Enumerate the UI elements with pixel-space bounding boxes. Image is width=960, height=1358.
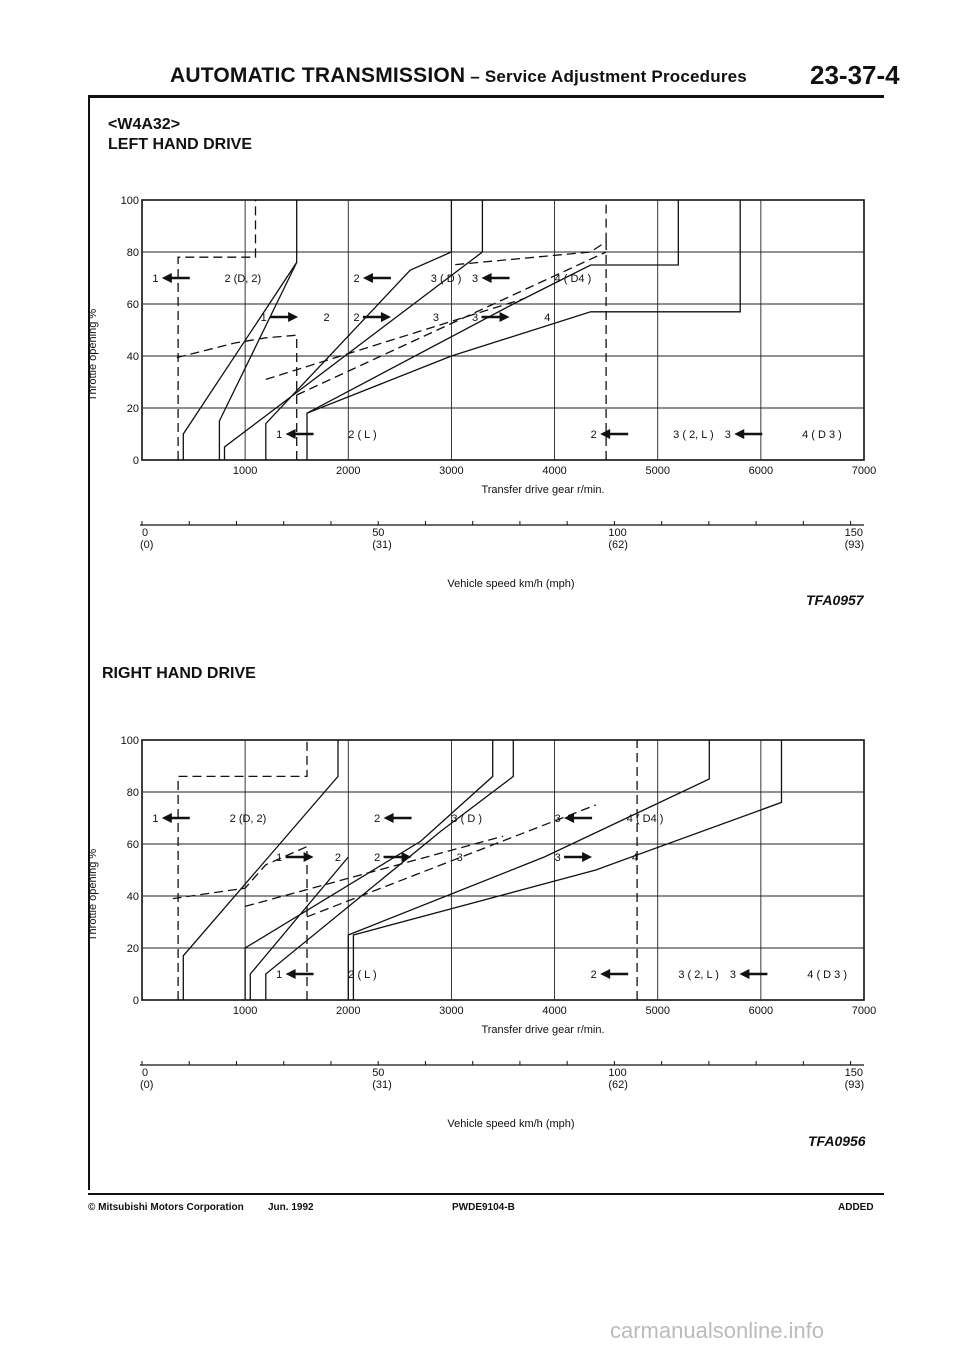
arrow-right-icon (500, 312, 510, 322)
x-tick-label: 3000 (439, 1005, 464, 1017)
shift-label: 1 (152, 813, 159, 825)
shift-label: 2 ( L ) (348, 969, 377, 981)
speed-tick-kmh: 50 (372, 527, 385, 539)
header-title-sub: Service Adjustment Procedures (484, 67, 747, 86)
y-tick-label: 60 (126, 299, 139, 311)
shift-label: 3 ( 2, L ) (673, 429, 714, 441)
x-axis-label: Transfer drive gear r/min. (481, 484, 605, 496)
speed-tick-mph: (93) (844, 1079, 865, 1091)
speed-tick-mph: (93) (844, 539, 865, 551)
speed-axis-label: Vehicle speed km/h (mph) (447, 578, 575, 590)
shift-label: 3 (554, 813, 561, 825)
shift-label: 4 (631, 852, 639, 864)
shift-label: 4 ( D 3 ) (807, 969, 848, 981)
shift-line (183, 200, 296, 460)
shift-label: 3 ( D ) (451, 813, 482, 825)
speed-tick-mph: (31) (372, 1079, 392, 1091)
arrow-right-icon (582, 852, 592, 862)
x-tick-label: 1000 (232, 465, 258, 477)
footer-rule (88, 1193, 884, 1195)
x-tick-label: 2000 (336, 465, 361, 477)
speed-tick-kmh: 150 (844, 527, 863, 539)
shift-line (307, 200, 678, 413)
y-tick-label: 100 (120, 195, 139, 207)
arrow-right-icon (304, 852, 314, 862)
shift-label: 2 (353, 273, 360, 285)
shift-label: 2 (D, 2) (224, 273, 262, 285)
arrow-left-icon (564, 813, 574, 823)
shift-label: 1 (276, 852, 283, 864)
y-axis-label: Throttle opening % (87, 308, 99, 402)
shift-label: 4 (544, 312, 551, 324)
shift-line (266, 740, 514, 1000)
shift-label: 2 (353, 312, 360, 324)
shift-line (178, 740, 307, 1000)
speed-tick-kmh: 150 (844, 1067, 863, 1079)
shift-label: 2 (374, 852, 381, 864)
shift-label: 1 (152, 273, 159, 285)
arrow-right-icon (402, 852, 412, 862)
shift-label: 3 (432, 312, 439, 324)
y-tick-label: 40 (126, 891, 139, 903)
speed-tick-kmh: 0 (142, 1067, 149, 1079)
speed-tick-mph: (62) (608, 1079, 628, 1091)
arrow-left-icon (286, 969, 296, 979)
header-rule (88, 95, 884, 98)
arrow-left-icon (600, 429, 610, 439)
shift-label: 2 ( L ) (348, 429, 377, 441)
x-tick-label: 6000 (748, 1005, 774, 1017)
chart-right-hand-drive (0, 720, 960, 1160)
shift-line (353, 740, 781, 1000)
shift-label: 3 (472, 312, 479, 324)
shift-label: 1 (276, 969, 283, 981)
speed-tick-mph: (62) (608, 539, 628, 551)
chart-1-figure-code: TFA0957 (806, 592, 864, 608)
shift-label: 2 (D, 2) (229, 813, 267, 825)
shift-line (250, 857, 348, 1000)
shift-label: 3 (554, 852, 561, 864)
chart-2-figure-code: TFA0956 (808, 1133, 866, 1149)
shift-line (173, 335, 297, 460)
header-title-separator: – (465, 67, 485, 86)
shift-label: 4 ( D4 ) (554, 273, 592, 285)
speed-tick-mph: (0) (140, 1079, 154, 1091)
shift-line (307, 200, 740, 460)
y-tick-label: 100 (120, 735, 139, 747)
y-tick-label: 20 (126, 943, 139, 955)
x-axis-label: Transfer drive gear r/min. (481, 1024, 605, 1036)
shift-line (266, 200, 452, 460)
chart-left-hand-drive (0, 180, 960, 620)
x-tick-label: 5000 (645, 1005, 670, 1017)
y-tick-label: 0 (132, 455, 139, 467)
shift-label: 3 ( 2, L ) (678, 969, 719, 981)
model-code: <W4A32> (108, 116, 181, 133)
plot-frame (142, 740, 864, 1000)
arrow-left-icon (363, 273, 373, 283)
arrow-left-icon (734, 429, 744, 439)
y-axis-label: Throttle opening % (87, 848, 99, 942)
arrow-right-icon (288, 312, 298, 322)
arrow-right-icon (381, 312, 391, 322)
shift-line (178, 200, 255, 460)
page-number: 23-37-4 (810, 60, 900, 90)
arrow-left-icon (162, 273, 172, 283)
shift-label: 1 (276, 429, 283, 441)
shift-label: 2 (334, 852, 342, 864)
y-tick-label: 20 (126, 403, 139, 415)
speed-tick-kmh: 50 (372, 1067, 385, 1079)
y-tick-label: 40 (126, 351, 139, 363)
x-tick-label: 2000 (336, 1005, 361, 1017)
chart-2-title: RIGHT HAND DRIVE (102, 665, 256, 682)
footer-doc-code: PWDE9104-B (452, 1202, 515, 1213)
shift-label: 3 (729, 969, 737, 981)
shift-label: 2 (323, 312, 330, 324)
arrow-left-icon (384, 813, 394, 823)
speed-tick-mph: (0) (140, 539, 154, 551)
shift-label: 2 (590, 969, 597, 981)
x-tick-label: 1000 (232, 1005, 258, 1017)
chart-1-title: LEFT HAND DRIVE (108, 136, 252, 153)
page-header-title (170, 64, 747, 88)
speed-tick-kmh: 0 (142, 527, 149, 539)
x-tick-label: 5000 (645, 465, 670, 477)
arrow-left-icon (482, 273, 492, 283)
shift-label: 3 (724, 429, 731, 441)
arrow-left-icon (286, 429, 296, 439)
x-tick-label: 6000 (748, 465, 774, 477)
shift-label: 1 (260, 312, 267, 324)
x-tick-label: 7000 (851, 1005, 877, 1017)
arrow-left-icon (739, 969, 749, 979)
x-tick-label: 4000 (542, 1005, 567, 1017)
x-tick-label: 4000 (542, 465, 567, 477)
shift-label: 4 ( D4 ) (626, 813, 664, 825)
speed-tick-kmh: 100 (608, 527, 627, 539)
shift-label: 2 (590, 429, 597, 441)
shift-label: 2 (374, 813, 381, 825)
y-tick-label: 80 (126, 787, 139, 799)
speed-tick-kmh: 100 (608, 1067, 627, 1079)
shift-label: 3 (456, 852, 463, 864)
speed-tick-mph: (31) (372, 539, 392, 551)
header-title-main: AUTOMATIC TRANSMISSION (170, 64, 466, 87)
shift-line (348, 740, 709, 1000)
watermark-text: carmanualsonline.info (610, 1318, 825, 1343)
y-tick-label: 80 (126, 247, 139, 259)
arrow-left-icon (162, 813, 172, 823)
x-tick-label: 7000 (851, 465, 877, 477)
arrow-left-icon (600, 969, 610, 979)
speed-axis-label: Vehicle speed km/h (mph) (447, 1118, 575, 1130)
x-tick-label: 3000 (439, 465, 464, 477)
footer-copyright: © Mitsubishi Motors Corporation (88, 1202, 244, 1213)
shift-label: 3 (472, 273, 479, 285)
footer-status: ADDED (838, 1202, 874, 1213)
plot-frame (142, 200, 864, 460)
shift-label: 3 ( D ) (430, 273, 462, 285)
footer-date: Jun. 1992 (268, 1202, 314, 1213)
y-tick-label: 0 (132, 995, 139, 1007)
shift-label: 4 ( D 3 ) (802, 429, 842, 441)
y-tick-label: 60 (126, 839, 139, 851)
